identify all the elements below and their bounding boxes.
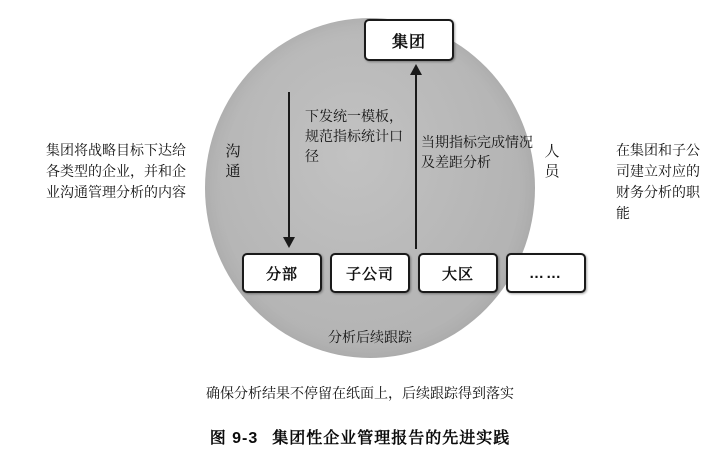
side-label-communication: 沟通 (225, 143, 241, 180)
upward-arrow-shaft (415, 74, 417, 249)
annotation-left: 集团将战略目标下达给各类型的企业，并和企业沟通管理分析的内容 (46, 142, 186, 200)
downward-arrow-head-icon (283, 237, 295, 248)
side-label-personnel: 人员 (544, 143, 560, 180)
figure-caption (0, 425, 720, 448)
downward-arrow-shaft (288, 92, 290, 240)
figure-number: 图 9-3 (209, 430, 259, 447)
node-subsidiary: 子公司 (330, 253, 410, 293)
annotation-right: 在集团和子公司建立对应的财务分析的职能 (616, 142, 700, 221)
inner-caption-followup: 分析后续跟踪 (328, 329, 412, 345)
node-region: 大区 (418, 253, 498, 293)
downward-flow-label: 下发统一模板，规范指标统计口径 (305, 108, 403, 164)
upward-arrow-head-icon (410, 64, 422, 75)
node-division: 分部 (242, 253, 322, 293)
annotation-bottom: 确保分析结果不停留在纸面上，后续跟踪得到落实 (206, 385, 514, 401)
ellipse-background (205, 18, 535, 358)
figure-title: 集团性企业管理报告的先进实践 (272, 430, 511, 447)
node-group-headquarters: 集团 (364, 19, 454, 61)
node-ellipsis: …… (506, 253, 586, 293)
upward-flow-label: 当期指标完成情况及差距分析 (421, 134, 533, 170)
